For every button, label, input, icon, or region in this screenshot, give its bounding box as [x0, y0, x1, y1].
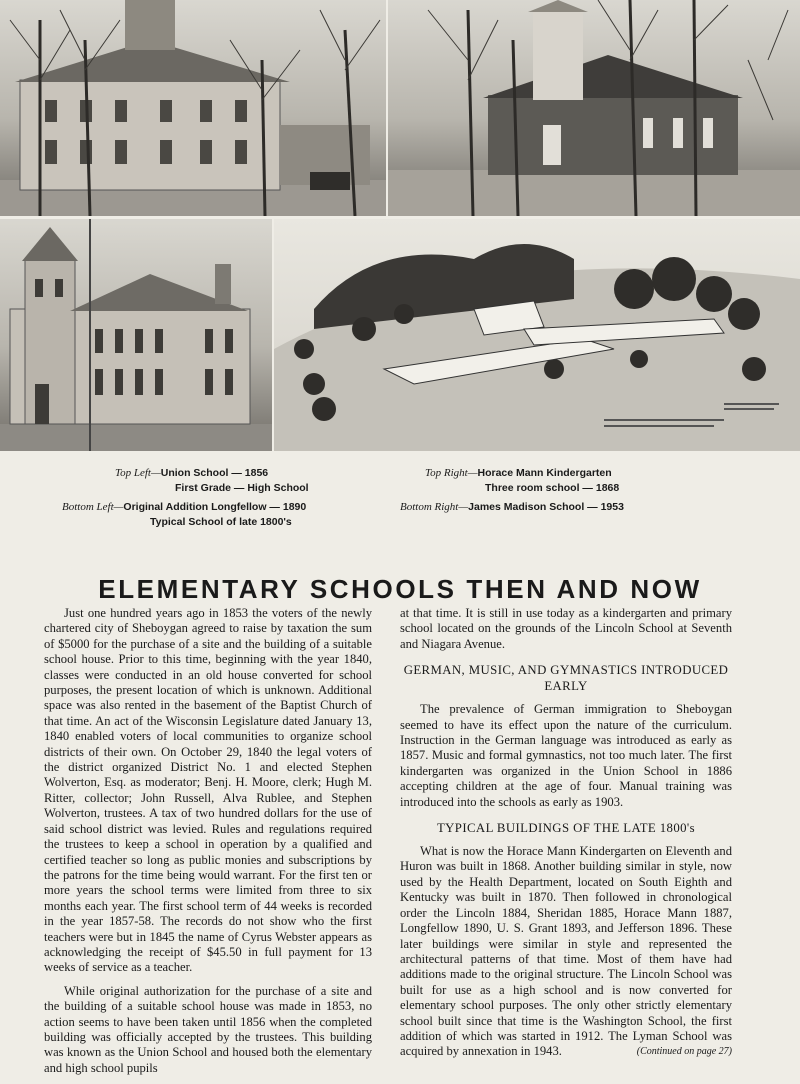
caption-top-right — [425, 466, 705, 496]
caption-text: Horace Mann Kindergarten — [477, 467, 612, 479]
caption-bottom-right — [400, 500, 700, 515]
caption-subtext: Typical School of late 1800's — [150, 516, 292, 528]
paragraph: The prevalence of German immigration to Sheboygan seemed to have its effect upon the nature of the curriculum. Instruction in the German language was introduced as early as 1857. Music and formal gymnastics, not too much later. The first kindergarten was organized in the Union School in 1886 accepting children at the age of four. Manual training was introduced into the schools as early as 1903. — [400, 702, 732, 809]
right-column — [400, 606, 732, 1068]
caption-label: Bottom Left— — [62, 501, 124, 513]
caption-label: Top Right— — [425, 467, 478, 479]
caption-bottom-left — [62, 500, 382, 530]
section-heading: GERMAN, MUSIC, AND GYMNASTICS INTRODUCED EARLY — [403, 663, 729, 694]
caption-text: Original Addition Longfellow — 1890 — [123, 501, 307, 513]
photo-horace-mann-kindergarten — [388, 0, 800, 216]
paragraph — [400, 844, 732, 1060]
caption-subtext: First Grade — High School — [175, 482, 309, 494]
caption-text: Union School — 1856 — [160, 467, 269, 479]
photo-longfellow-school — [0, 219, 272, 451]
paragraph: While original authorization for the purchase of a site and the building of a suitable school house was made in 1853, no action seems to have been taken until 1856 when the completed building was officially accepted by the trustees. This building was known as the Union School and housed both the elementary and high school pupils — [44, 983, 372, 1075]
photo-union-school — [0, 0, 386, 216]
paragraph-text: What is now the Horace Mann Kindergarten on Eleventh and Huron was built in 1868. Another building similar in style, now used by the Health Department, located on South Eighth and Kentucky was built in 1870. Then followed in chronological order the Lincoln 1884, Sheridan 1885, Horace Mann 1887, Longfellow 1890, U. S. Grant 1893, and Jefferson 1896. These later buildings were similar in style and represented the architectural patterns of that time. Most of them have had additions made to the original structure. The Lincoln School was built for use as a high school and is now converted for elementary school purposes. The only other strictly elementary school built since that time is the Washington School, the first addition of which was started in 1912. The Lyman School was acquired by annexation in 1943. — [400, 844, 732, 1059]
caption-top-left — [115, 466, 395, 496]
caption-subtext: Three room school — 1868 — [485, 482, 620, 494]
paragraph: Just one hundred years ago in 1853 the voters of the newly chartered city of Sheboygan agreed to raise by taxation the sum of $5000 for the purchase of a site and the building of a suitable school house. Prior to this time, beginning with the year 1840, classes were conducted in an old house converted for school purposes, the present location of which is unknown. Additional space was also rented in the basement of the Baptist Church of that time. An act of the Wisconsin Legislature dated January 13, 1840 enabled voters of local communities to organize school districts of their own. On October 29, 1840 the legal voters of the district organized District No. 1 and elected Stephen Wolverton, Esq. as moderator; Benj. H. Moore, clerk; Hugh M. Ritter, collector; John Russell, Alva Rublee, and Stephen Wolverton, trustees. A tax of two hundred dollars for the use of said school district was levied. Rules and regulations required the trustees to keep a school in operation by a qualified and certified teacher so long as public monies and subscriptions by the patrons for the time being would warrant. For the first ten or more years the school terms were limited from three to six months each year. The first school term of 44 weeks is recorded in the year 1857-58. The records do not show who the first teachers were but in 1845 the name of Cyrus Webster appears as acknowledging the receipt of $45.50 in full payment for 13 weeks of service as a teacher. — [44, 606, 372, 975]
caption-text: James Madison School — 1953 — [468, 501, 624, 513]
continued-note: (Continued on page 27) — [636, 1046, 732, 1058]
section-heading: TYPICAL BUILDINGS OF THE LATE 1800's — [436, 821, 696, 836]
paragraph-continuation: at that time. It is still in use today as a kindergarten and primary school located on the grounds of the Lincoln School at Seventh and Niagara Avenue. — [400, 606, 732, 651]
caption-label: Top Left— — [115, 467, 161, 479]
caption-label: Bottom Right— — [400, 501, 469, 513]
photo-james-madison-school-sketch — [274, 219, 800, 451]
article-title: ELEMENTARY SCHOOLS THEN AND NOW — [98, 574, 702, 605]
left-column — [44, 606, 372, 1084]
